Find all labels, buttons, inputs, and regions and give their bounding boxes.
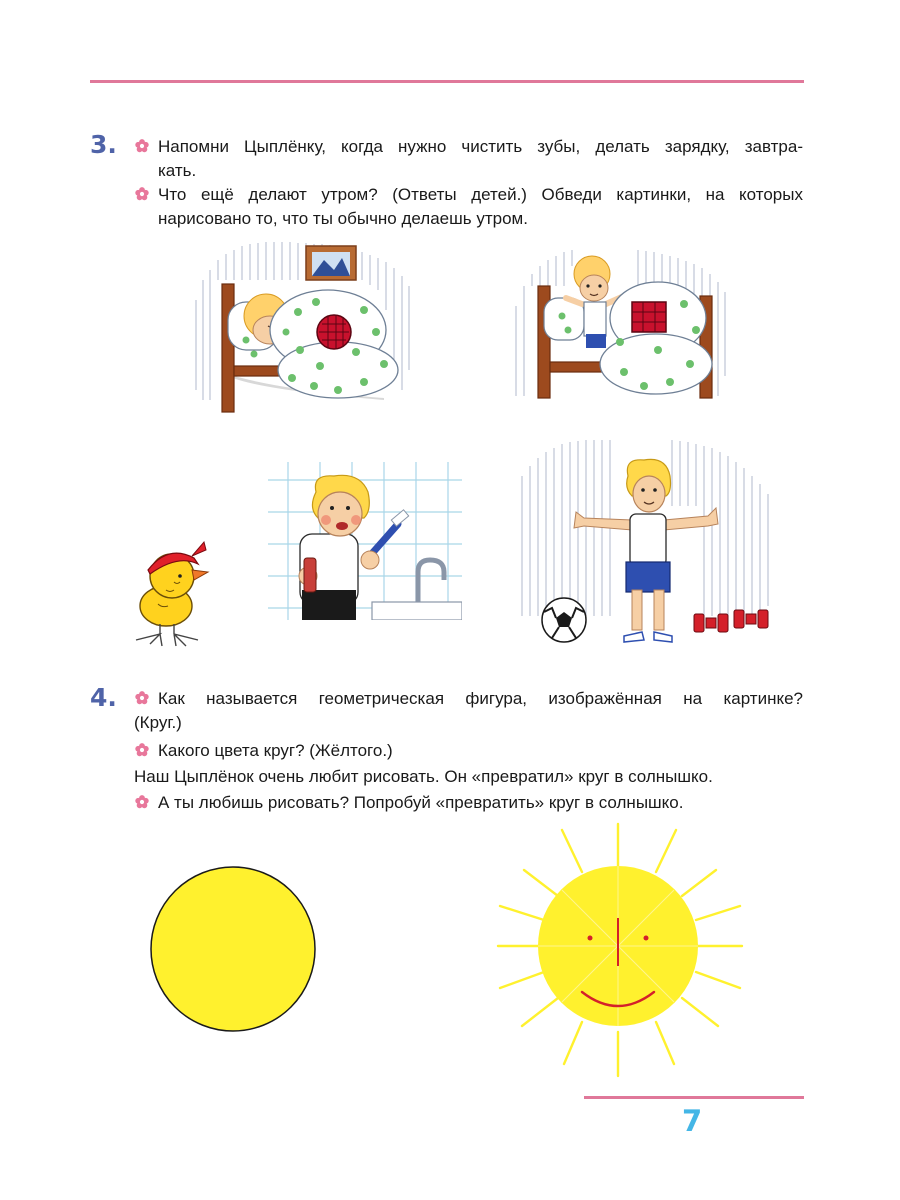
task-3-paragraph-1-line-2: кать. [158,161,197,180]
sun-drawing [494,820,746,1080]
flower-bullet-icon [134,186,150,202]
sleeping-boy-picture [188,240,416,416]
task-4-paragraph-3: Наш Цыплёнок очень любит рисовать. Он «превратил» круг в солнышко. [134,767,713,786]
waking-boy-picture [508,246,732,414]
task-3-number: 3. [90,130,117,159]
yellow-circle [148,864,318,1034]
task-4-paragraph-1-line-2: (Круг.) [134,713,182,732]
task-3-paragraph-1-line-1: Напомни Цыплёнку, когда нужно чистить зубы, делать зарядку, завтра- [158,137,803,156]
chick-picture [128,530,218,648]
task-4-paragraph-2: Какого цвета круг? (Жёлтого.) [158,741,393,760]
flower-bullet-icon [134,138,150,154]
flower-bullet-icon [134,794,150,810]
bottom-rule [584,1096,804,1099]
tooth-brushing-picture [268,462,462,620]
task-4-number: 4. [90,683,117,712]
top-rule [90,80,804,83]
task-3-paragraph-2-line-2: нарисовано то, что ты обычно делаешь утром. [158,209,528,228]
exercise-picture [512,436,784,650]
page-number: 7 [682,1104,703,1138]
task-4-paragraph-1-line-1: Как называется геометрическая фигура, изображённая на картинке? [158,689,803,708]
flower-bullet-icon [134,690,150,706]
task-3-paragraph-2-line-1: Что ещё делают утром? (Ответы детей.) Обведи картинки, на которых [158,185,803,204]
task-4-paragraph-4: А ты любишь рисовать? Попробуй «превратить» круг в солнышко. [158,793,684,812]
flower-bullet-icon [134,742,150,758]
